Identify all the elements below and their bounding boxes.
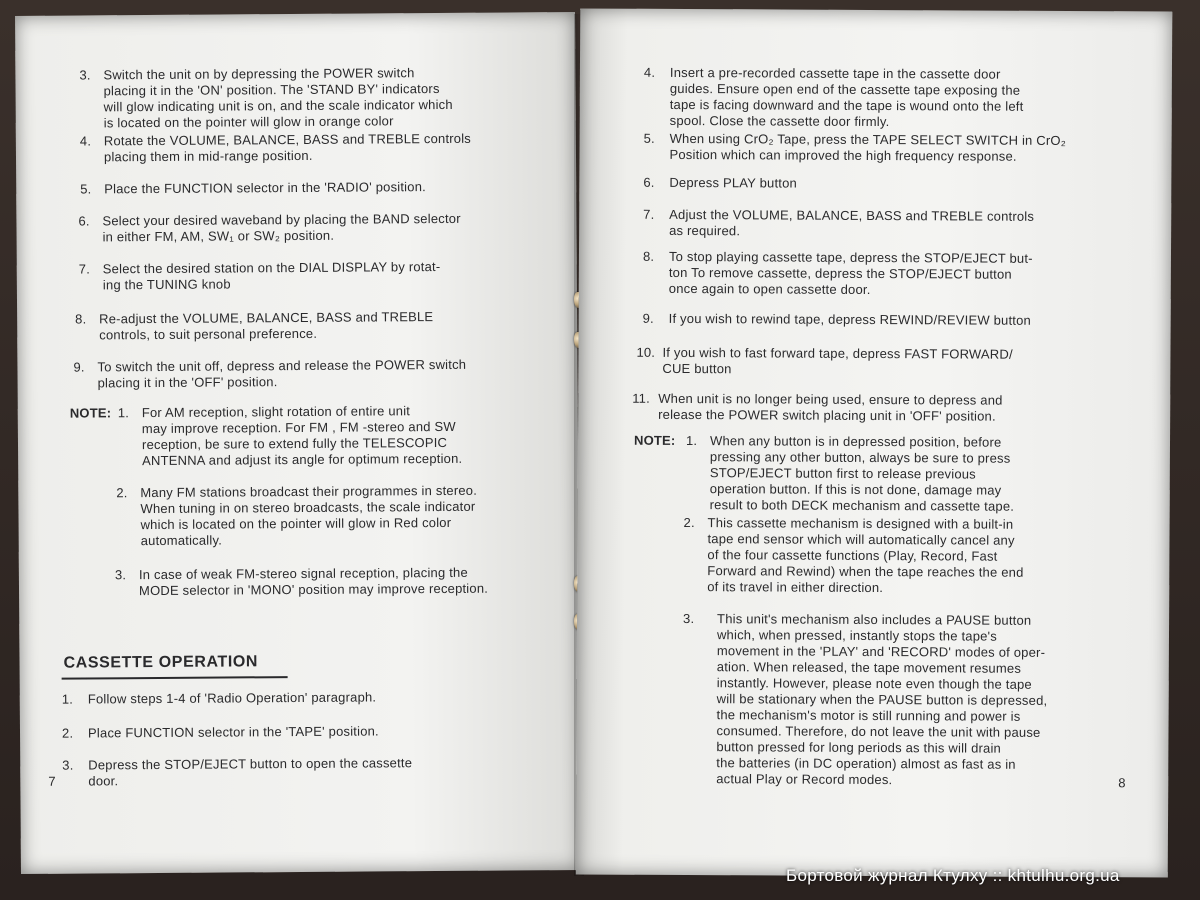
cassette-step-2 xyxy=(62,722,542,741)
note-text: In case of weak FM-stereo signal reception, placing the MODE selector in 'MONO' position may improve reception. xyxy=(138,564,489,599)
note-label: NOTE: xyxy=(633,432,676,448)
step-number: 5. xyxy=(643,130,655,146)
step-text: Select the desired station on the DIAL DISPLAY by rotat- ing the TUNING knob xyxy=(102,259,441,293)
cassette-step-1 xyxy=(62,688,542,707)
note-3 xyxy=(682,611,1153,789)
note-number: 3. xyxy=(683,611,695,627)
step-number: 5. xyxy=(80,181,92,197)
right-page xyxy=(576,8,1173,877)
note-1 xyxy=(118,402,558,469)
step-4 xyxy=(644,65,1134,132)
left-page xyxy=(15,12,581,874)
step-text: To stop playing cassette tape, depress the STOP/EJECT but- ton To remove cassette, depress the STOP/EJECT button once again to open cassette door. xyxy=(668,248,1033,297)
step-number: 3. xyxy=(62,757,74,773)
step-text: Re-adjust the VOLUME, BALANCE, BASS and TREBLE controls, to suit personal preference. xyxy=(99,309,434,343)
step-text: Place the FUNCTION selector in the 'RADIO' position. xyxy=(104,179,426,197)
step-number: 8. xyxy=(75,311,87,327)
step-7 xyxy=(79,258,559,293)
step-number: 6. xyxy=(643,174,655,190)
step-number: 7. xyxy=(78,261,91,277)
step-3 xyxy=(79,64,559,131)
heading-underline xyxy=(62,676,288,680)
step-text: If you wish to rewind tape, depress REWIND/REVIEW button xyxy=(668,310,1032,328)
step-4 xyxy=(80,130,560,165)
step-number: 4. xyxy=(79,133,92,149)
section-heading: CASSETTE OPERATION xyxy=(63,653,259,672)
step-8 xyxy=(643,249,1133,300)
note-text: Many FM stations broadcast their programmes in stereo. When tuning in on stereo broadcasts, the scale indicator which is located on the pointer will glow in Red color automatically. xyxy=(140,482,478,549)
step-number: 8. xyxy=(642,248,655,264)
note-text: When any button is in depressed position, before pressing any other button, always be sure to press STOP/EJECT button first to release previous operation button. If this is not done, damage may result to both DECK mechanism and cassette tape. xyxy=(709,433,1015,514)
step-5 xyxy=(643,131,1143,166)
step-number: 2. xyxy=(61,725,74,741)
page-number: 8 xyxy=(1118,775,1126,791)
step-text: When unit is no longer being used, ensure to depress and release the POWER switch placing unit in 'OFF' position. xyxy=(658,390,1003,424)
cassette-step-3 xyxy=(62,754,542,789)
step-10 xyxy=(636,345,1136,380)
step-6 xyxy=(78,210,558,245)
step-number: 11. xyxy=(632,390,650,406)
step-5 xyxy=(80,178,560,197)
step-9 xyxy=(643,311,1143,330)
step-text: When using CrO₂ Tape, press the TAPE SELECT SWITCH in CrO₂ Position which can improved the high frequency response. xyxy=(669,130,1067,164)
step-text: Adjust the VOLUME, BALANCE, BASS and TREBLE controls as required. xyxy=(669,206,1035,239)
step-text: Select your desired waveband by placing the BAND selector in either FM, AM, SW₁ or SW₂ position. xyxy=(102,210,461,245)
step-text: Depress the STOP/EJECT button to open the cassette door. xyxy=(88,755,413,789)
watermark-caption: Бортовой журнал Ктулху :: khtulhu.org.ua xyxy=(786,866,1120,885)
step-text: If you wish to fast forward tape, depress FAST FORWARD/ CUE button xyxy=(662,344,1013,377)
note-label: NOTE: xyxy=(69,405,112,421)
note-3 xyxy=(115,564,559,599)
note-text: This unit's mechanism also includes a PAUSE button which, when pressed, instantly stops the tape's movement in the 'PLAY' and 'RECORD' modes of oper- ation. When released, the tape movement resumes instantly. However, please note even though the tape will be stationary when the PAUSE button is depressed, the mechanism's motor is still running and power is consumed. Therefore, do not leave the unit with pause button pressed for long periods as this will drain the batteries (in DC operation) almost as fast as in actual Play or Record modes. xyxy=(716,611,1048,788)
note-text: For AM reception, slight rotation of entire unit may improve reception. For FM , FM -stereo and SW reception, be sure to extend fully the TELESCOPIC ANTENNA and adjust its angle for optimum reception. xyxy=(141,403,463,469)
step-11 xyxy=(632,391,1132,426)
step-6 xyxy=(643,175,1133,194)
step-text: Follow steps 1-4 of 'Radio Operation' paragraph. xyxy=(87,689,377,707)
note-number: 1. xyxy=(685,433,698,449)
step-9 xyxy=(73,356,563,391)
step-8 xyxy=(75,308,555,343)
step-number: 9. xyxy=(642,310,654,326)
note-number: 2. xyxy=(683,515,695,531)
step-number: 10. xyxy=(636,344,656,360)
step-text: Depress PLAY button xyxy=(669,174,798,191)
note-2 xyxy=(683,515,1143,597)
note-1 xyxy=(686,433,1146,515)
step-text: Switch the unit on by depressing the POWER switch placing it in the 'ON' position. The 'STAND BY' indicators will glow indicating unit is on, and the scale indicator which is located on the pointer will glow in orange color xyxy=(103,65,453,131)
step-7 xyxy=(643,207,1133,242)
page-number: 7 xyxy=(48,773,56,789)
step-number: 1. xyxy=(61,691,74,707)
step-text: To switch the unit off, depress and release the POWER switch placing it in the 'OFF' position. xyxy=(97,356,467,391)
note-number: 2. xyxy=(116,485,128,501)
step-number: 7. xyxy=(643,206,655,222)
step-number: 3. xyxy=(79,67,91,83)
note-text: This cassette mechanism is designed with a built-in tape end sensor which will automatically cancel any of the four cassette functions (Play, Record, Fast Forward and Rewind) when the tape reaches the end of its travel in either direction. xyxy=(707,515,1024,596)
step-number: 9. xyxy=(73,359,85,375)
step-number: 4. xyxy=(643,64,656,80)
note-number: 3. xyxy=(114,567,127,583)
step-text: Insert a pre-recorded cassette tape in the cassette door guides. Ensure open end of the cassette tape exposing the tape is facing downward and the tape is wound onto the left spool. Close the cassette door firmly. xyxy=(669,64,1024,130)
step-number: 6. xyxy=(78,213,90,229)
note-2 xyxy=(116,482,556,549)
step-text: Rotate the VOLUME, BALANCE, BASS and TREBLE controls placing them in mid-range position. xyxy=(103,130,472,165)
step-text: Place FUNCTION selector in the 'TAPE' position. xyxy=(87,723,379,741)
note-number: 1. xyxy=(117,405,130,421)
